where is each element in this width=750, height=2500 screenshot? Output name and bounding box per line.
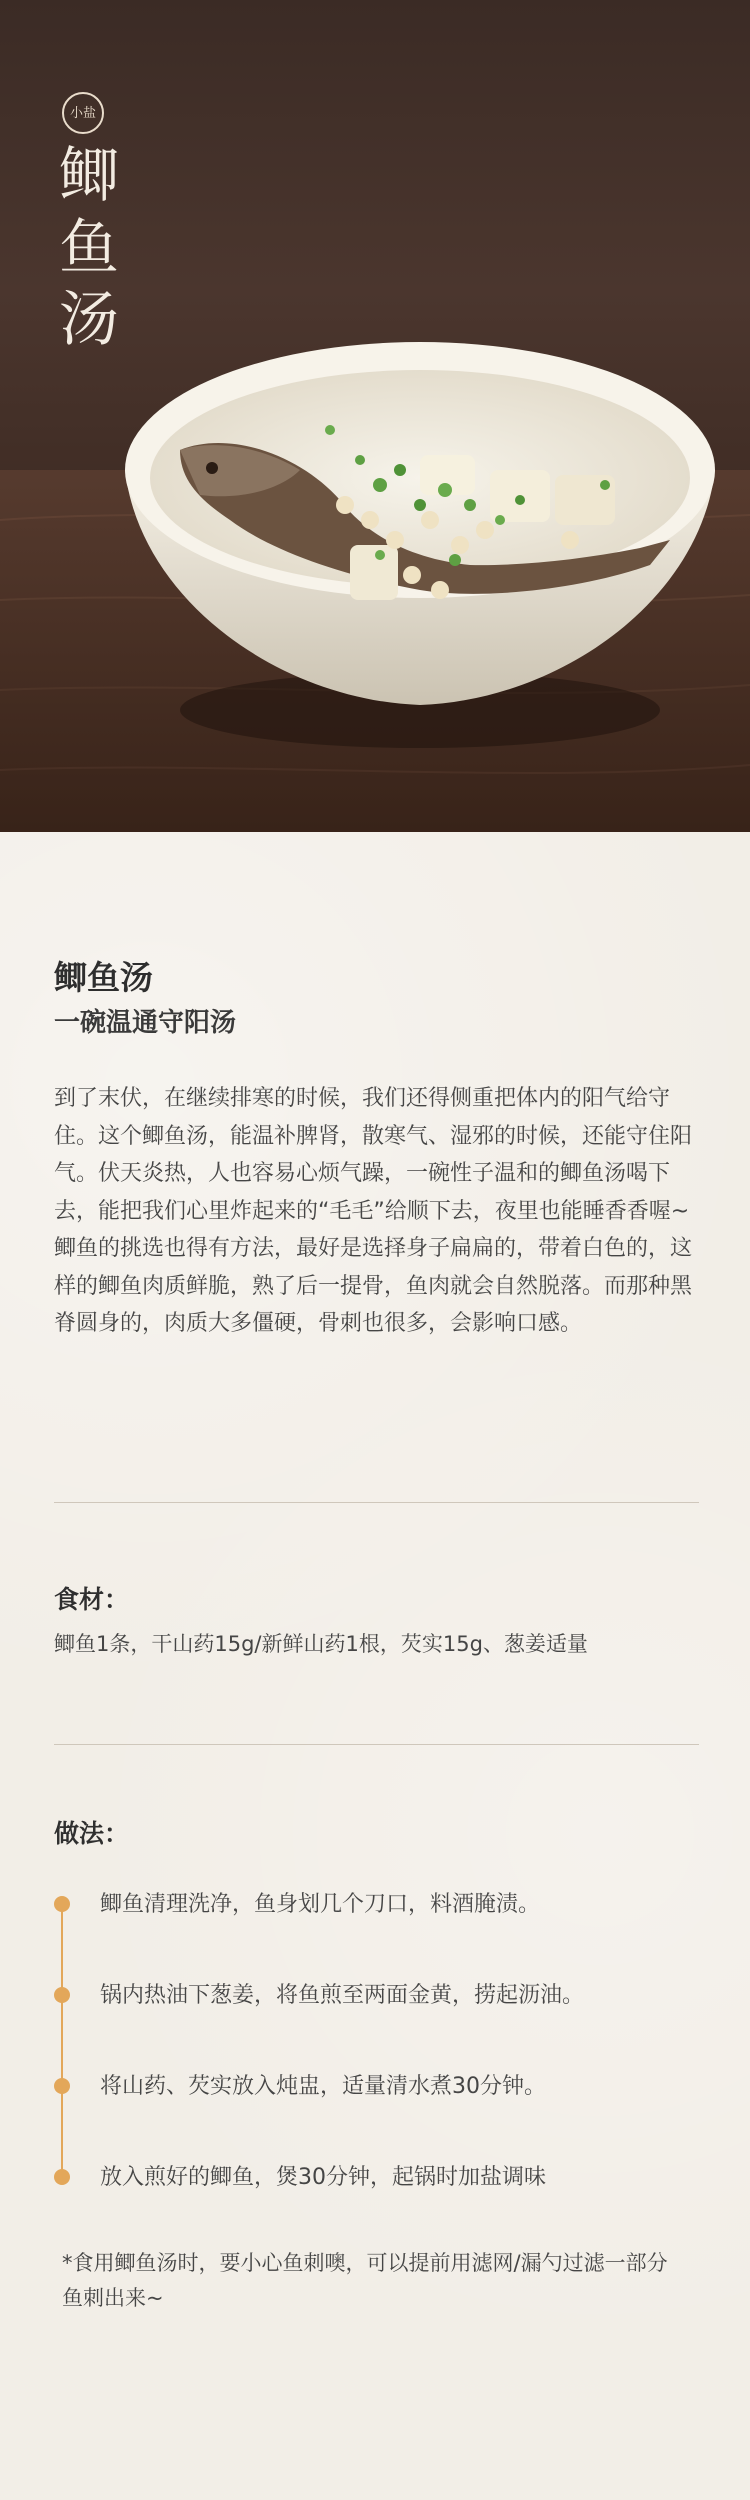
step-text: 放入煎好的鲫鱼，煲30分钟，起锅时加盐调味 — [100, 2165, 546, 2190]
method-label: 做法： — [54, 1819, 130, 1848]
article-body — [54, 1080, 699, 1343]
steps-timeline — [61, 1897, 63, 2177]
article-paragraph: 鲫鱼的挑选也得有方法，最好是选择身子扁扁的，带着白色的，这样的鲫鱼肉质鲜脆，熟了后一提骨，鱼肉就会自然脱落。而那种黑脊圆身的，肉质大多僵硬，骨刺也很多，会影响口感。 — [54, 1236, 693, 1336]
method-step — [54, 1890, 694, 1920]
hero-title — [54, 140, 124, 356]
method-step — [54, 1981, 694, 2011]
method-step — [54, 2072, 694, 2102]
hero-title-char: 鲫 — [59, 141, 119, 211]
divider — [54, 1744, 699, 1745]
step-text: 锅内热油下葱姜，将鱼煎至两面金黄，捞起沥油。 — [100, 1983, 585, 2008]
footnote: *食用鲫鱼汤时，要小心鱼刺噢，可以提前用滤网/漏勺过滤一部分鱼刺出来~ — [62, 2251, 668, 2310]
wood-table-background — [0, 0, 750, 832]
brand-logo: 小盐 — [62, 92, 104, 134]
step-dot — [54, 2078, 70, 2094]
step-dot — [54, 2169, 70, 2185]
step-dot — [54, 1896, 70, 1912]
step-text: 鲫鱼清理洗净，鱼身划几个刀口，料酒腌渍。 — [100, 1892, 541, 1917]
article-subtitle: 一碗温通守阳汤 — [54, 1008, 237, 1038]
recipe-content — [0, 832, 750, 2500]
method-step — [54, 2163, 694, 2193]
hero-photo — [0, 0, 750, 832]
step-text: 将山药、芡实放入炖盅，适量清水煮30分钟。 — [100, 2074, 546, 2099]
hero-title-char: 鱼 — [59, 213, 119, 283]
step-dot — [54, 1987, 70, 2003]
ingredients-label: 食材： — [54, 1585, 130, 1614]
ingredients-text: 鲫鱼1条，干山药15g/新鲜山药1根，芡实15g、葱姜适量 — [54, 1632, 588, 1656]
hero-title-char: 汤 — [59, 285, 119, 355]
divider — [54, 1502, 699, 1503]
article-paragraph: 到了末伏，在继续排寒的时候，我们还得侧重把体内的阳气给守住。这个鲫鱼汤，能温补脾肾，散寒气、湿邪的时候，还能守住阳气。伏天炎热，人也容易心烦气躁，一碗性子温和的鲫鱼汤喝下去，能把我们心里炸起来的“毛毛”给顺下去，夜里也能睡香香喔~ — [54, 1086, 693, 1224]
article-title: 鲫鱼汤 — [54, 958, 153, 997]
